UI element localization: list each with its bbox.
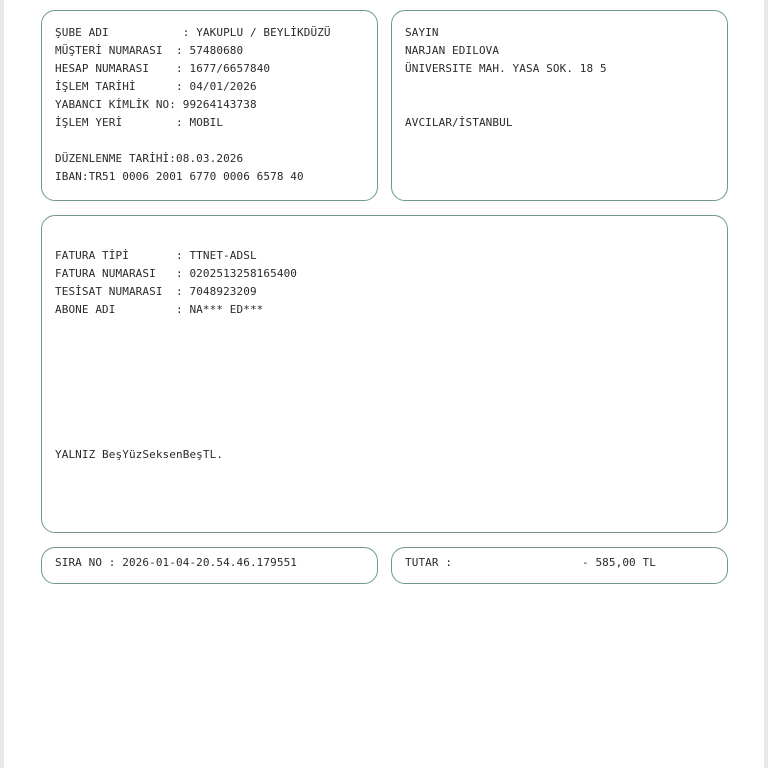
row-value: : YAKUPLU / BEYLİKDÜZÜ xyxy=(182,26,331,39)
row-label: MÜŞTERİ NUMARASI xyxy=(55,44,170,57)
row-label: İŞLEM TARİHİ xyxy=(55,80,170,93)
branch-name-row xyxy=(55,27,331,39)
sequence-number: SIRA NO : 2026-01-04-20.54.46.179551 xyxy=(55,556,298,569)
iban: IBAN:TR51 0006 2001 6770 0006 6578 40 xyxy=(55,170,304,183)
row-value: : 57480680 xyxy=(176,44,244,57)
installation-number-row xyxy=(55,286,257,298)
receipt-page xyxy=(4,0,764,768)
row-label: TESİSAT NUMARASI xyxy=(55,285,170,298)
row-value: : 1677/6657840 xyxy=(176,62,271,75)
row-value: : 7048923209 xyxy=(176,285,257,298)
invoice-details-box xyxy=(41,215,728,533)
row-value: : 04/01/2026 xyxy=(176,80,257,93)
issue-date: DÜZENLENME TARİHİ:08.03.2026 xyxy=(55,152,244,165)
row-label: FATURA TİPİ xyxy=(55,249,177,262)
row-value: : 0202513258165400 xyxy=(176,267,298,280)
transaction-place-row xyxy=(55,117,223,129)
amount-in-words: YALNIZ BeşYüzSeksenBeşTL. xyxy=(55,448,224,461)
row-label: FATURA NUMARASI xyxy=(55,267,177,280)
row-label: YABANCI KİMLİK NO xyxy=(55,98,170,111)
recipient-city: AVCILAR/İSTANBUL xyxy=(405,116,513,129)
invoice-type-row xyxy=(55,250,257,262)
row-label: İŞLEM YERİ xyxy=(55,116,170,129)
row-value: : 99264143738 xyxy=(169,98,257,111)
foreign-id-row xyxy=(55,99,257,111)
recipient-name: NARJAN EDILOVA xyxy=(405,44,500,57)
account-number-row xyxy=(55,63,270,75)
row-label: ABONE ADI xyxy=(55,303,177,316)
total-amount: - 585,00 TL xyxy=(582,556,656,569)
customer-number-row xyxy=(55,45,243,57)
row-label: HESAP NUMARASI xyxy=(55,62,170,75)
row-value: : MOBIL xyxy=(176,116,224,129)
transaction-date-row xyxy=(55,81,257,93)
total-label: TUTAR : xyxy=(405,556,453,569)
row-value: : TTNET-ADSL xyxy=(176,249,257,262)
row-value: : NA*** ED*** xyxy=(176,303,264,316)
salutation: SAYIN xyxy=(405,26,439,39)
row-label: ŞUBE ADI xyxy=(55,26,177,39)
recipient-address: ÜNIVERSITE MAH. YASA SOK. 18 5 xyxy=(405,62,607,75)
address-box xyxy=(391,10,728,201)
subscriber-name-row xyxy=(55,304,263,316)
invoice-number-row xyxy=(55,268,297,280)
